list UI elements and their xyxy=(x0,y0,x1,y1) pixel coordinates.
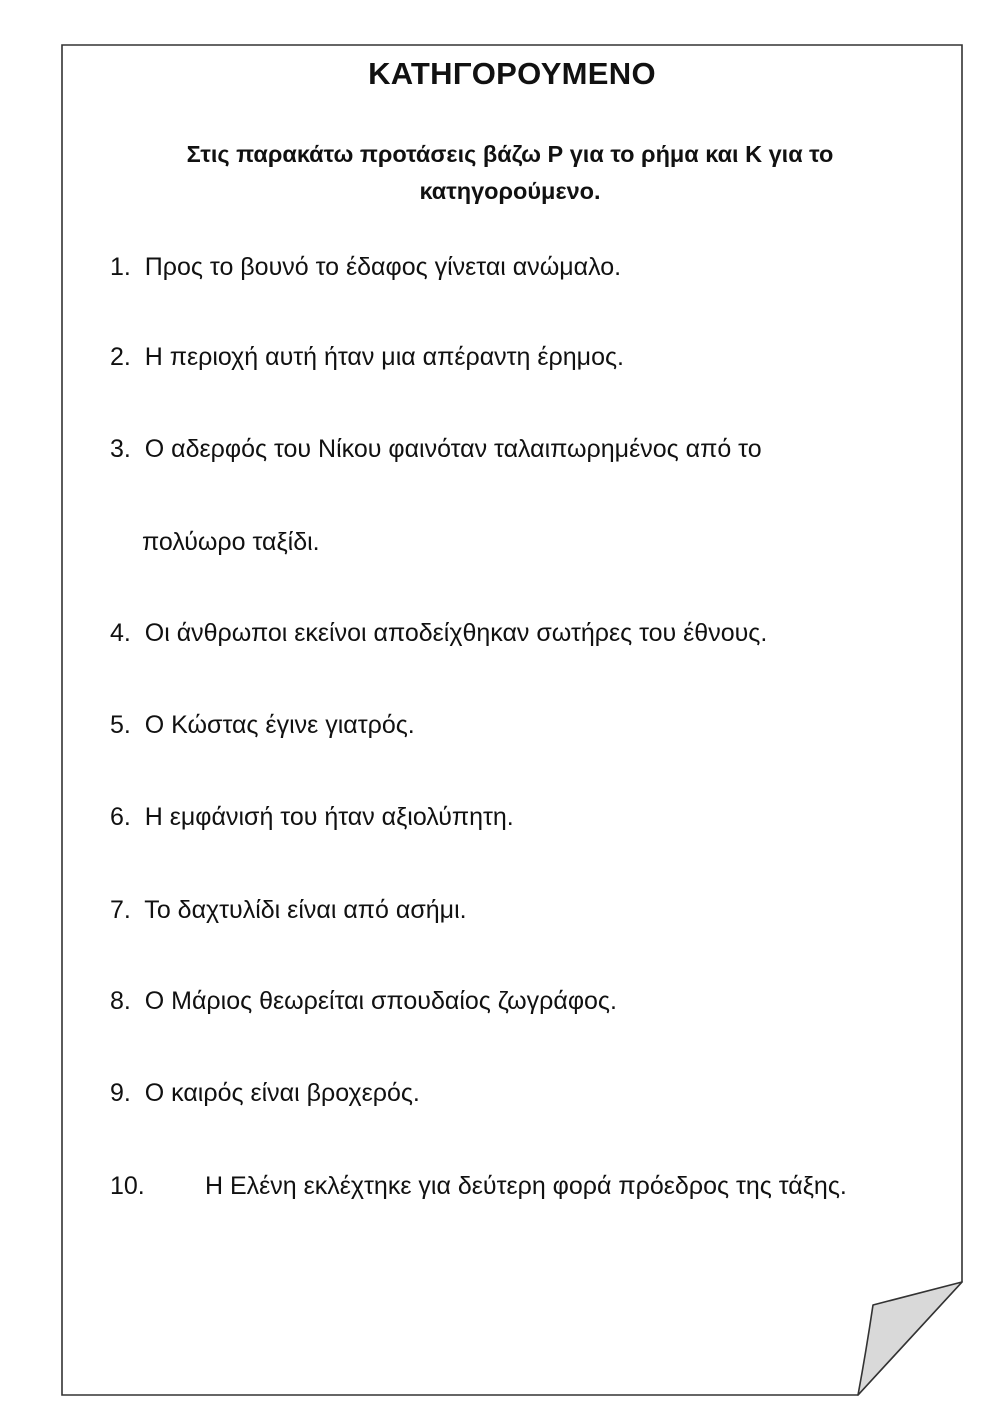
sentence-item xyxy=(110,710,415,740)
sentence-continuation: πολύωρο ταξίδι. xyxy=(142,528,320,556)
sentence-item xyxy=(110,1078,420,1108)
sentence-text: Η Ελένη εκλέχτηκε για δεύτερη φορά πρόεδρος της τάξης. xyxy=(204,1172,847,1200)
sentence-number: 6. xyxy=(110,803,138,831)
sentence-item xyxy=(110,434,762,464)
sentence-item xyxy=(110,342,624,372)
sentence-text: Η περιοχή αυτή ήταν μια απέραντη έρημος. xyxy=(144,343,624,371)
sentence-item xyxy=(110,986,617,1016)
sentence-number: 8. xyxy=(110,987,138,1015)
sentence-item xyxy=(110,618,767,648)
sentence-number: 4. xyxy=(110,619,138,647)
sentence-text: Ο αδερφός του Νίκου φαινόταν ταλαιπωρημένος από το xyxy=(144,435,762,463)
sentence-number: 5. xyxy=(110,711,138,739)
sentence-number: 9. xyxy=(110,1079,138,1107)
sentence-text: Ο Κώστας έγινε γιατρός. xyxy=(144,711,415,739)
sentence-text: Το δαχτυλίδι είναι από ασήμι. xyxy=(144,896,467,924)
sentence-number: 10. xyxy=(110,1172,145,1200)
sentence-number: 1. xyxy=(110,253,138,281)
sentence-item xyxy=(110,895,467,925)
sentence-text: Προς το βουνό το έδαφος γίνεται ανώμαλο. xyxy=(144,253,622,281)
sentence-text: Οι άνθρωποι εκείνοι αποδείχθηκαν σωτήρες του έθνους. xyxy=(144,619,768,647)
sentence-item xyxy=(110,802,514,832)
sentence-item xyxy=(110,1171,847,1201)
sentence-item xyxy=(110,252,621,282)
sentence-number: 3. xyxy=(110,435,138,463)
sentence-text: Ο καιρός είναι βροχερός. xyxy=(144,1079,420,1107)
sentence-number: 7. xyxy=(110,896,138,924)
sentence-number: 2. xyxy=(110,343,138,371)
sentence-text: Ο Μάριος θεωρείται σπουδαίος ζωγράφος. xyxy=(144,987,617,1015)
worksheet-title: ΚΑΤΗΓΟΡΟΥΜΕΝΟ xyxy=(368,56,656,91)
sentence-text: Η εμφάνισή του ήταν αξιολύπητη. xyxy=(144,803,514,831)
worksheet-instructions: Στις παρακάτω προτάσεις βάζω Ρ για το ρήμα και Κ για το κατηγορούμενο. xyxy=(186,141,834,204)
